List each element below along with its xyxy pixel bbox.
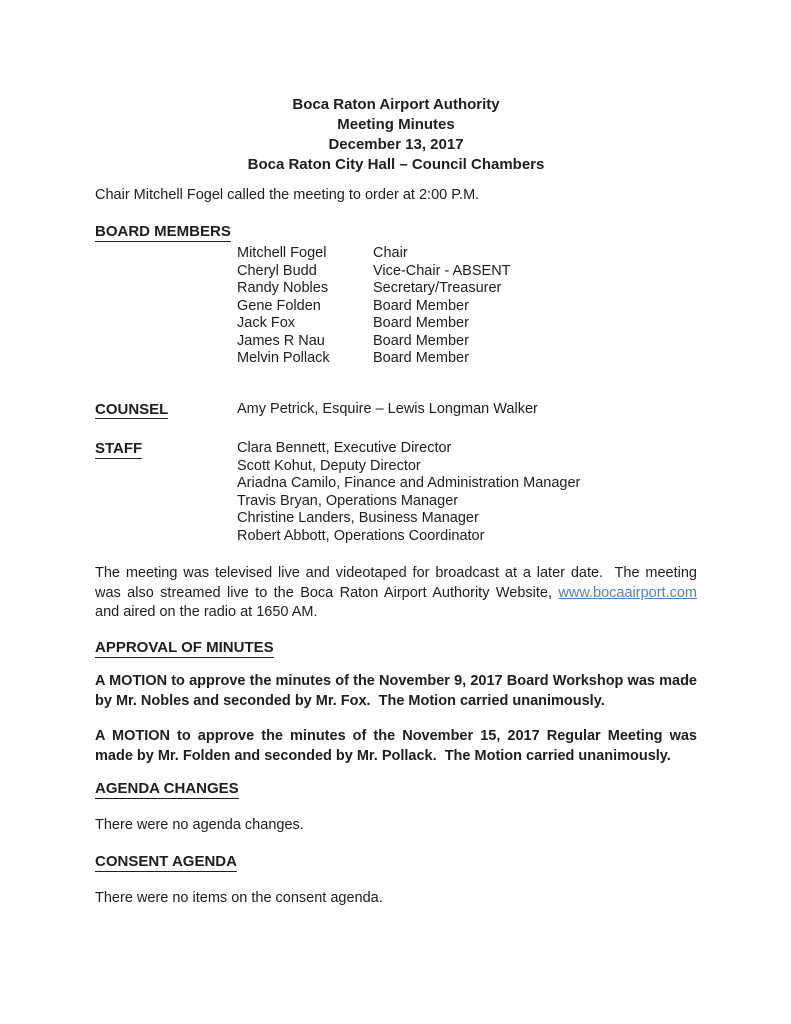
member-name: James R Nau — [237, 332, 325, 349]
org-name: Boca Raton Airport Authority — [292, 96, 500, 113]
staff-member: Ariadna Camilo, Finance and Administration Manager — [237, 475, 581, 491]
call-to-order: Chair Mitchell Fogel called the meeting to order at 2:00 P.M. — [95, 187, 480, 203]
board-member-row — [237, 263, 697, 281]
motion-paragraph: A MOTION to approve the minutes of the November 9, 2017 Board Workshop was made by Mr. Nobles and seconded by Mr. Fox. The Motion carried unanimously. — [95, 672, 702, 709]
consent-agenda-text: There were no items on the consent agenda. — [95, 890, 383, 906]
member-role: Board Member — [373, 315, 469, 331]
board-member-row — [237, 298, 697, 316]
counsel-heading-col — [95, 401, 237, 420]
member-name: Gene Folden — [237, 297, 321, 314]
staff-member: Robert Abbott, Operations Coordinator — [237, 527, 485, 544]
approval-of-minutes-heading-row — [95, 639, 697, 658]
staff-member: Clara Bennett, Executive Director — [237, 440, 452, 456]
broadcast-text-after: and aired on the radio at 1650 AM. — [95, 584, 702, 620]
agenda-changes-heading: AGENDA CHANGES — [95, 779, 239, 797]
staff-member: Christine Landers, Business Manager — [237, 510, 479, 526]
counsel-section — [95, 401, 697, 420]
staff-list — [237, 440, 697, 545]
board-members-section — [95, 223, 697, 368]
staff-heading: STAFF — [95, 440, 143, 457]
board-members-heading: BOARD MEMBERS — [95, 223, 231, 240]
broadcast-paragraph — [95, 564, 702, 623]
board-member-row — [237, 315, 697, 333]
meeting-date: December 13, 2017 — [328, 136, 464, 153]
staff-section — [95, 440, 697, 545]
member-role: Board Member — [373, 332, 469, 349]
meeting-location: Boca Raton City Hall – Council Chambers — [247, 156, 545, 173]
member-name: Melvin Pollack — [237, 350, 330, 366]
staff-heading-col — [95, 440, 237, 459]
agenda-changes-heading-row — [95, 780, 697, 799]
board-member-row — [237, 333, 697, 351]
staff-member: Scott Kohut, Deputy Director — [237, 457, 421, 474]
doc-type: Meeting Minutes — [337, 116, 455, 133]
member-role: Board Member — [373, 297, 469, 314]
broadcast-text-before: The meeting was televised live and videotaped for broadcast at a later date. The meeting was also streamed live to the Boca Raton Airport Authority Website, — [95, 565, 702, 601]
member-name: Randy Nobles — [237, 280, 329, 296]
agenda-changes-text: There were no agenda changes. — [95, 816, 304, 833]
motion-paragraph: A MOTION to approve the minutes of the November 15, 2017 Regular Meeting was made by Mr. Folden and seconded by Mr. Pollack. The Motion carried unanimously. — [95, 727, 702, 764]
consent-agenda-heading: CONSENT AGENDA — [95, 853, 237, 870]
member-name: Cheryl Budd — [237, 262, 317, 279]
member-role: Chair — [373, 245, 408, 261]
counsel-value: Amy Petrick, Esquire – Lewis Longman Walker — [237, 400, 538, 417]
staff-member: Travis Bryan, Operations Manager — [237, 492, 459, 509]
consent-agenda-heading-row — [95, 853, 697, 872]
approval-of-minutes-heading: APPROVAL OF MINUTES — [95, 638, 274, 656]
member-role: Board Member — [373, 350, 469, 366]
board-member-row — [237, 350, 697, 368]
counsel-heading: COUNSEL — [95, 400, 169, 418]
board-member-row — [237, 245, 697, 263]
member-role: Vice-Chair - ABSENT — [373, 262, 511, 279]
website-link[interactable]: www.bocaairport.com — [558, 584, 697, 601]
board-members-list — [95, 245, 697, 368]
board-member-row — [237, 280, 697, 298]
member-name: Jack Fox — [237, 315, 296, 331]
member-name: Mitchell Fogel — [237, 245, 327, 261]
board-members-heading-row — [95, 223, 697, 242]
document-header — [95, 95, 697, 175]
member-role: Secretary/Treasurer — [373, 280, 502, 296]
